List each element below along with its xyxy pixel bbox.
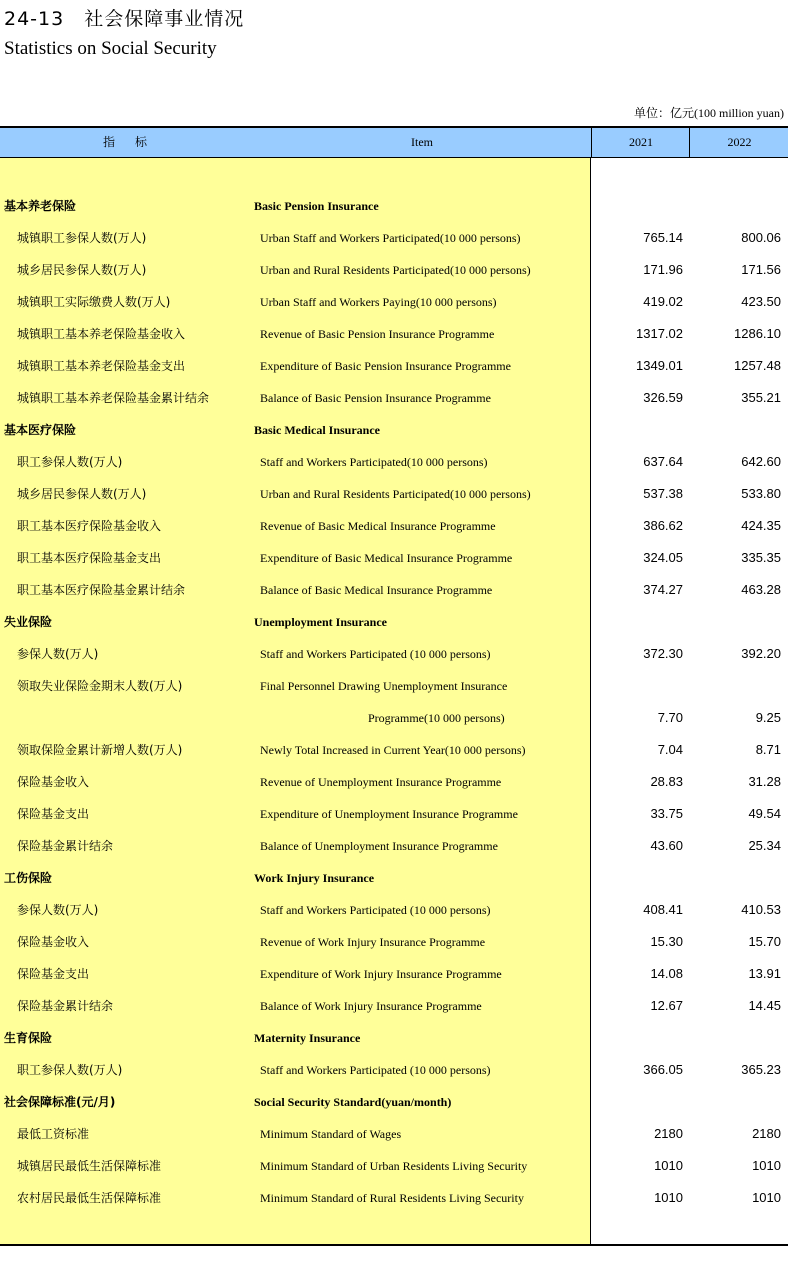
value-2022-cell: 365.23	[741, 1062, 781, 1077]
table-row	[0, 702, 788, 734]
value-2021-cell	[593, 670, 683, 702]
indicator-cell: 城镇职工基本养老保险基金收入	[17, 327, 186, 341]
indicator-cell: 城镇职工实际缴费人数(万人)	[17, 295, 171, 309]
item-cell: Maternity Insurance	[254, 1031, 361, 1045]
table-row	[0, 382, 788, 414]
value-2021-cell: 765.14	[643, 230, 683, 245]
item-cell: Expenditure of Basic Pension Insurance Programme	[260, 359, 511, 373]
indicator-cell: 保险基金收入	[17, 775, 90, 789]
indicator-cell: 参保人数(万人)	[17, 647, 99, 661]
item-cell: Balance of Unemployment Insurance Programme	[260, 839, 498, 853]
table-row	[0, 350, 788, 382]
value-2022-cell	[691, 414, 781, 446]
table-row	[0, 926, 788, 958]
value-2021-cell: 637.64	[643, 454, 683, 469]
item-cell: Urban Staff and Workers Participated(10 000 persons)	[260, 231, 521, 245]
value-2021-cell	[593, 414, 683, 446]
value-2021-cell: 12.67	[650, 998, 683, 1013]
indicator-cell: 基本养老保险	[4, 199, 77, 213]
item-cell: Urban and Rural Residents Participated(10 000 persons)	[260, 487, 531, 501]
value-2021-cell: 43.60	[650, 838, 683, 853]
value-2021-cell: 366.05	[643, 1062, 683, 1077]
item-cell: Minimum Standard of Urban Residents Living Security	[260, 1159, 528, 1173]
item-cell: Revenue of Work Injury Insurance Programme	[260, 935, 486, 949]
indicator-cell: 工伤保险	[4, 871, 53, 885]
table-row	[0, 574, 788, 606]
table-row	[0, 254, 788, 286]
item-cell: Expenditure of Unemployment Insurance Programme	[260, 807, 518, 821]
item-cell: Staff and Workers Participated (10 000 persons)	[260, 1063, 491, 1077]
indicator-cell: 保险基金支出	[17, 807, 90, 821]
table-row	[0, 766, 788, 798]
value-2022-cell: 15.70	[748, 934, 781, 949]
value-2022-cell: 800.06	[741, 230, 781, 245]
category-row	[0, 1086, 788, 1118]
indicator-cell: 农村居民最低生活保障标准	[17, 1191, 162, 1205]
value-2021-cell: 419.02	[643, 294, 683, 309]
value-2021-cell	[593, 606, 683, 638]
item-cell: Work Injury Insurance	[254, 871, 375, 885]
value-2022-cell: 49.54	[748, 806, 781, 821]
indicator-cell: 保险基金收入	[17, 935, 90, 949]
value-2022-cell: 2180	[752, 1126, 781, 1141]
value-2022-cell: 14.45	[748, 998, 781, 1013]
table-row	[0, 286, 788, 318]
table-row	[0, 670, 788, 702]
value-2021-cell: 372.30	[643, 646, 683, 661]
table-row	[0, 990, 788, 1022]
indicator-cell: 基本医疗保险	[4, 423, 77, 437]
indicator-cell: 职工基本医疗保险基金累计结余	[17, 583, 186, 597]
table-row	[0, 478, 788, 510]
value-2022-cell: 410.53	[741, 902, 781, 917]
value-2021-cell	[593, 1086, 683, 1118]
indicator-cell: 城镇职工基本养老保险基金累计结余	[17, 391, 210, 405]
table-title-english: Statistics on Social Security	[4, 38, 217, 59]
value-2021-cell: 1317.02	[636, 326, 683, 341]
item-cell: Minimum Standard of Rural Residents Living Security	[260, 1191, 524, 1205]
item-cell: Balance of Basic Pension Insurance Programme	[260, 391, 491, 405]
item-cell: Newly Total Increased in Current Year(10 000 persons)	[260, 743, 526, 757]
value-2021-cell	[593, 190, 683, 222]
value-2022-cell: 1010	[752, 1158, 781, 1173]
indicator-cell: 职工基本医疗保险基金支出	[17, 551, 162, 565]
value-2022-cell: 31.28	[748, 774, 781, 789]
header-indicator: 指 标	[102, 135, 151, 149]
item-cell: Staff and Workers Participated (10 000 persons)	[260, 647, 491, 661]
indicator-cell: 城镇职工基本养老保险基金支出	[17, 359, 186, 373]
item-cell: Programme(10 000 persons)	[368, 711, 505, 725]
bottom-rule	[0, 1244, 788, 1246]
table-row	[0, 958, 788, 990]
value-2021-cell: 1010	[654, 1158, 683, 1173]
table-row	[0, 1150, 788, 1182]
value-2022-cell	[691, 862, 781, 894]
value-2022-cell	[691, 190, 781, 222]
table-row	[0, 446, 788, 478]
value-2022-cell: 9.25	[755, 710, 781, 725]
value-2021-cell: 324.05	[643, 550, 683, 565]
value-2021-cell: 14.08	[650, 966, 683, 981]
item-cell: Expenditure of Work Injury Insurance Programme	[260, 967, 502, 981]
item-cell: Revenue of Unemployment Insurance Programme	[260, 775, 502, 789]
table-row	[0, 638, 788, 670]
item-cell: Revenue of Basic Medical Insurance Programme	[260, 519, 496, 533]
indicator-cell: 职工参保人数(万人)	[17, 455, 123, 469]
value-2022-cell: 355.21	[741, 390, 781, 405]
unit-label-chinese: 单位：亿元	[633, 106, 694, 120]
indicator-cell: 城乡居民参保人数(万人)	[17, 263, 147, 277]
item-cell: Minimum Standard of Wages	[260, 1127, 402, 1141]
value-2022-cell: 463.28	[741, 582, 781, 597]
table-row	[0, 830, 788, 862]
table-row	[0, 222, 788, 254]
value-2021-cell: 1349.01	[636, 358, 683, 373]
table-row	[0, 894, 788, 926]
value-2022-cell: 424.35	[741, 518, 781, 533]
value-2022-cell: 392.20	[741, 646, 781, 661]
value-2022-cell: 1010	[752, 1190, 781, 1205]
indicator-cell: 领取保险金累计新增人数(万人)	[17, 743, 183, 757]
table-row	[0, 798, 788, 830]
indicator-cell: 职工基本医疗保险基金收入	[17, 519, 162, 533]
indicator-cell: 保险基金累计结余	[17, 839, 114, 853]
indicator-cell: 保险基金支出	[17, 967, 90, 981]
table-row	[0, 542, 788, 574]
indicator-cell: 生育保险	[4, 1031, 53, 1045]
table-row	[0, 1118, 788, 1150]
value-2022-cell: 25.34	[748, 838, 781, 853]
value-2021-cell: 537.38	[643, 486, 683, 501]
table-row	[0, 1054, 788, 1086]
value-2021-cell: 15.30	[650, 934, 683, 949]
value-2021-cell: 33.75	[650, 806, 683, 821]
value-2022-cell: 1286.10	[734, 326, 781, 341]
value-2022-cell: 1257.48	[734, 358, 781, 373]
value-2022-cell: 335.35	[741, 550, 781, 565]
table-body	[0, 190, 788, 1214]
value-2021-cell: 171.96	[643, 262, 683, 277]
value-2021-cell	[593, 862, 683, 894]
header-year-2021: 2021	[591, 128, 690, 157]
value-2021-cell: 7.04	[657, 742, 683, 757]
category-row	[0, 190, 788, 222]
value-2021-cell	[593, 1022, 683, 1054]
item-cell: Final Personnel Drawing Unemployment Insurance	[260, 679, 508, 693]
category-row	[0, 1022, 788, 1054]
table-row	[0, 318, 788, 350]
indicator-cell: 城镇居民最低生活保障标准	[17, 1159, 162, 1173]
item-cell: Balance of Work Injury Insurance Programme	[260, 999, 482, 1013]
value-2022-cell: 642.60	[741, 454, 781, 469]
table-row	[0, 510, 788, 542]
value-2022-cell	[691, 606, 781, 638]
category-row	[0, 414, 788, 446]
indicator-cell: 城镇职工参保人数(万人)	[17, 231, 147, 245]
table-row	[0, 1182, 788, 1214]
category-row	[0, 862, 788, 894]
item-cell: Unemployment Insurance	[254, 615, 388, 629]
value-2021-cell: 374.27	[643, 582, 683, 597]
value-2022-cell: 8.71	[755, 742, 781, 757]
unit-label	[634, 104, 784, 121]
item-cell: Social Security Standard(yuan/month)	[254, 1095, 452, 1109]
item-cell: Basic Medical Insurance	[254, 423, 380, 437]
value-2022-cell: 13.91	[748, 966, 781, 981]
value-2022-cell	[691, 1086, 781, 1118]
table-row	[0, 734, 788, 766]
value-2021-cell: 1010	[654, 1190, 683, 1205]
value-2022-cell: 533.80	[741, 486, 781, 501]
indicator-cell: 城乡居民参保人数(万人)	[17, 487, 147, 501]
value-2021-cell: 2180	[654, 1126, 683, 1141]
value-2021-cell: 28.83	[650, 774, 683, 789]
value-2021-cell: 326.59	[643, 390, 683, 405]
category-row	[0, 606, 788, 638]
unit-label-english: (100 million yuan)	[694, 106, 784, 120]
header-year-2022: 2022	[689, 128, 788, 157]
indicator-cell: 保险基金累计结余	[17, 999, 114, 1013]
header-item: Item	[411, 135, 433, 149]
value-2022-cell: 423.50	[741, 294, 781, 309]
indicator-cell: 领取失业保险金期末人数(万人)	[17, 679, 183, 693]
indicator-cell: 职工参保人数(万人)	[17, 1063, 123, 1077]
value-2021-cell: 408.41	[643, 902, 683, 917]
value-2021-cell: 386.62	[643, 518, 683, 533]
item-cell: Urban Staff and Workers Paying(10 000 persons)	[260, 295, 497, 309]
indicator-cell: 失业保险	[4, 615, 53, 629]
indicator-cell: 参保人数(万人)	[17, 903, 99, 917]
indicator-cell: 社会保障标准(元/月)	[4, 1095, 116, 1109]
item-cell: Balance of Basic Medical Insurance Programme	[260, 583, 493, 597]
value-2021-cell: 7.70	[657, 710, 683, 725]
item-cell: Revenue of Basic Pension Insurance Programme	[260, 327, 495, 341]
table-header	[0, 128, 788, 158]
item-cell: Urban and Rural Residents Participated(10 000 persons)	[260, 263, 531, 277]
item-cell: Basic Pension Insurance	[254, 199, 379, 213]
item-cell: Staff and Workers Participated(10 000 persons)	[260, 455, 488, 469]
value-2022-cell	[691, 670, 781, 702]
table-title-chinese: 24-13 社会保障事业情况	[4, 8, 245, 30]
item-cell: Staff and Workers Participated (10 000 persons)	[260, 903, 491, 917]
item-cell: Expenditure of Basic Medical Insurance Programme	[260, 551, 513, 565]
value-2022-cell: 171.56	[741, 262, 781, 277]
value-2022-cell	[691, 1022, 781, 1054]
indicator-cell: 最低工资标准	[17, 1127, 90, 1141]
